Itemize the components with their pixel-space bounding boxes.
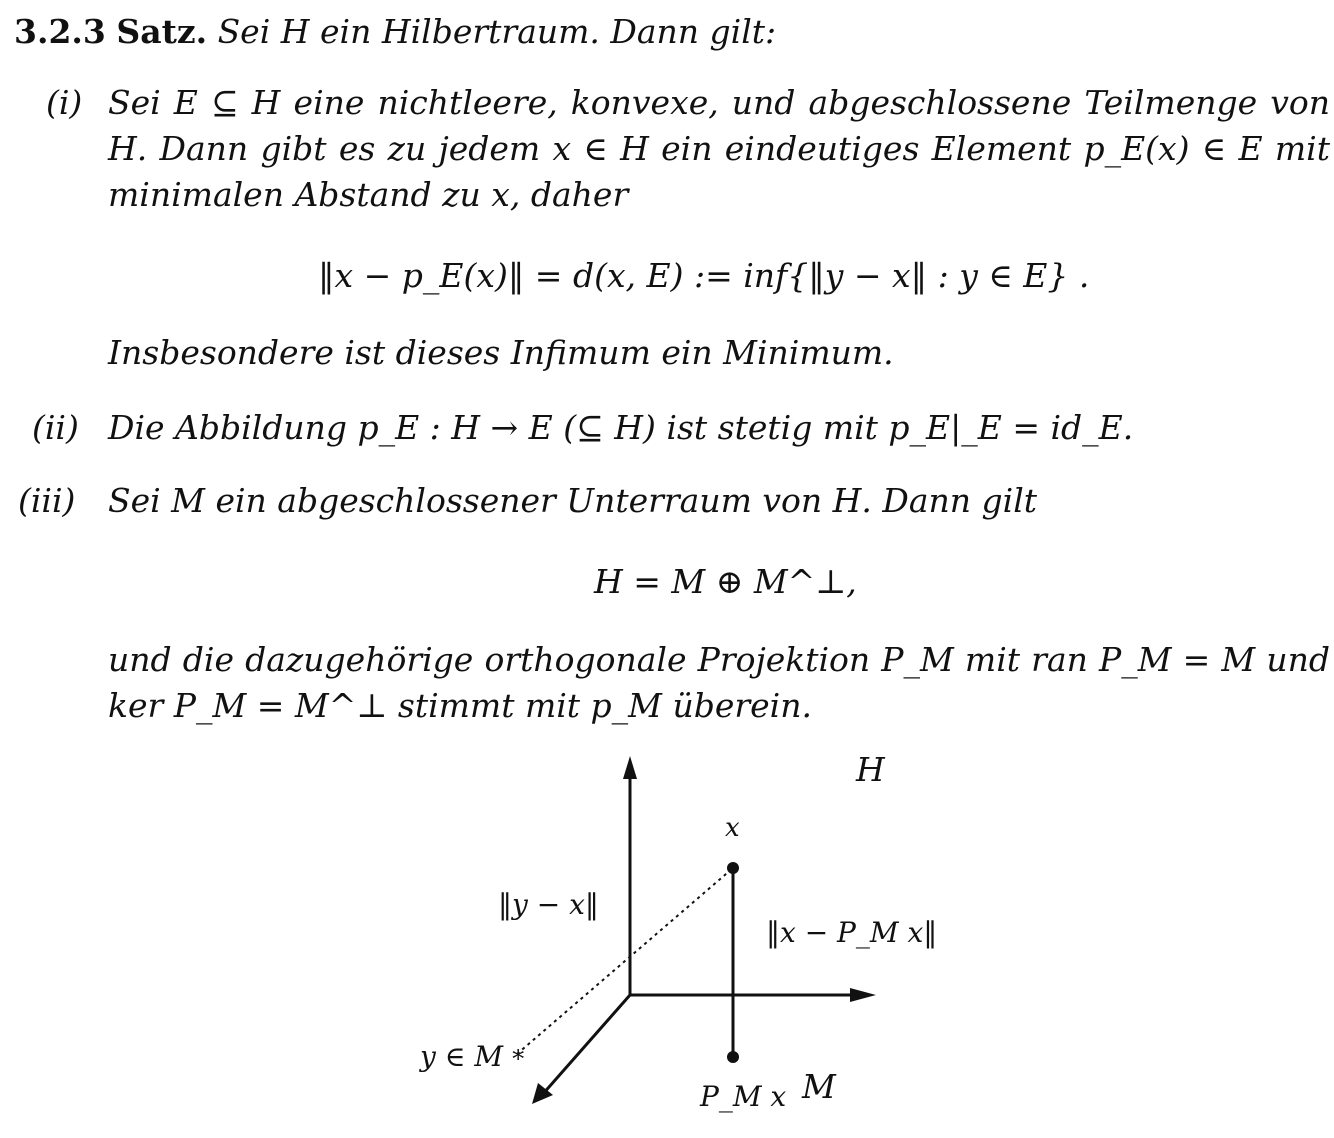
item-i-after: Insbesondere ist dieses Infimum ein Minimum. (108, 333, 894, 372)
vertical-axis-arrow (623, 756, 637, 779)
label-PMx: P_M x (700, 1080, 787, 1113)
diagonal-axis (542, 995, 630, 1095)
item-i-line2: H. Dann gibt es zu jedem x ∈ H ein eindeutiges Element p_E(x) ∈ E mit (108, 129, 1330, 168)
label-H: H (856, 750, 885, 789)
item-i-line1: Sei E ⊆ H eine nichtleere, konvexe, und abgeschlossene Teilmenge von (108, 83, 1330, 122)
item-i-label: (i) (46, 83, 83, 122)
star-marker: ∗ (510, 1040, 527, 1068)
point-x (727, 862, 739, 874)
item-iii-equation: H = M ⊕ M^⊥, (594, 562, 857, 601)
item-iii-line2: und die dazugehörige orthogonale Projektion P_M mit ran P_M = M und (108, 640, 1330, 679)
label-x: x (725, 813, 740, 843)
item-iii-label: (iii) (18, 481, 76, 520)
label-M: M (802, 1067, 836, 1106)
theorem-intro: Sei H ein Hilbertraum. Dann gilt: (217, 12, 777, 51)
item-iii-line1: Sei M ein abgeschlossener Unterraum von H. Dann gilt (108, 481, 1038, 520)
point-PMx (727, 1051, 739, 1063)
item-i-line3: minimalen Abstand zu x, daher (108, 175, 629, 214)
label-y-in-M: y ∈ M (420, 1040, 504, 1073)
theorem-number: 3.2.3 (14, 12, 106, 51)
item-ii-line1: Die Abbildung p_E : H → E (⊆ H) ist stetig mit p_E|_E = id_E. (108, 408, 1134, 447)
item-iii-line3: ker P_M = M^⊥ stimmt mit p_M überein. (108, 686, 812, 725)
theorem-word: Satz. (116, 12, 208, 51)
label-y-minus-x: ‖y − x‖ (498, 888, 599, 921)
item-ii-label: (ii) (32, 408, 79, 447)
label-x-minus-PMx: ‖x − P_M x‖ (766, 916, 938, 949)
item-i-equation: ‖x − p_E(x)‖ = d(x, E) := inf{‖y − x‖ : y ∈ E} . (318, 256, 1090, 295)
horizontal-axis-arrow (850, 988, 876, 1002)
